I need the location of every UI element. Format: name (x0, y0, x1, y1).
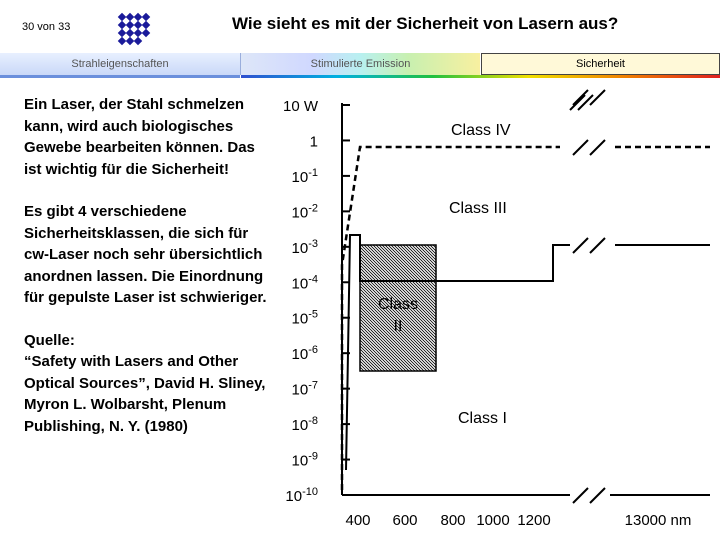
x-tick-label: 1200 (517, 512, 551, 529)
class-ii-label-part: II (393, 318, 403, 335)
class-iv-label: Class IV (451, 122, 511, 139)
source-citation: “Safety with Lasers and Other Optical Sources”, David H. Sliney, Myron L. Wolbarsht, Plenum Publishing, N. Y. (1980) (24, 353, 266, 435)
y-tick-label: $10^{-1}$ (291, 166, 318, 186)
class-ii-label-part: Class (377, 296, 419, 313)
x-tick-label: 1000 (476, 512, 510, 529)
nav-underline-spectrum (241, 75, 720, 78)
logo-icon (117, 12, 151, 46)
y-tick-label: $10^{-8}$ (291, 415, 318, 435)
navigation-bar (0, 53, 720, 77)
classes-paragraph: Es gibt 4 verschiedene Sicherheitsklassen, die sich für cw-Laser noch sehr übersichtlich anordnen lassen. Die Einordnung für gepulste Laser ist schwieriger. (24, 203, 267, 306)
y-tick-label: $10^{-6}$ (291, 344, 318, 364)
tab-stimulierte-emission[interactable]: Stimulierte Emission (241, 53, 480, 75)
y-tick-label: $10^{-10}$ (285, 486, 318, 505)
y-tick-label: $10^{-7}$ (291, 379, 318, 399)
tab-strahleigenschaften[interactable]: Strahleigenschaften (0, 53, 241, 75)
laser-class-chart (270, 85, 720, 540)
x-tick-label: 800 (440, 512, 466, 529)
tab-sicherheit[interactable]: Sicherheit (481, 53, 720, 75)
source-label: Quelle: (24, 331, 75, 349)
y-tick-label: $10^{-4}$ (291, 273, 318, 293)
x-tick-label: 13000 nm (624, 512, 692, 529)
class-i-label: Class I (458, 410, 507, 427)
axis-break-marks (570, 85, 605, 503)
page-indicator: 30 von 33 (22, 21, 71, 33)
page-title: Wie sieht es mit der Sicherheit von Lasern aus? (232, 14, 619, 33)
content-text (24, 94, 274, 437)
intro-paragraph: Ein Laser, der Stahl schmelzen kann, wird auch biologisches Gewebe bearbeiten können. Das ist wichtig für die Sicherheit! (24, 96, 255, 178)
y-tick-label: 10 W (282, 98, 318, 115)
nav-underline (0, 75, 240, 78)
y-tick-label: $10^{-5}$ (291, 308, 318, 328)
x-tick-label: 600 (392, 512, 418, 529)
y-tick-label: $10^{-2}$ (291, 202, 318, 222)
y-tick-label: 1 (309, 133, 318, 151)
class-iii-label: Class III (449, 200, 507, 217)
y-tick-label: $10^{-3}$ (291, 237, 318, 257)
x-tick-label: 400 (345, 512, 371, 529)
y-tick-label: $10^{-9}$ (291, 450, 318, 470)
